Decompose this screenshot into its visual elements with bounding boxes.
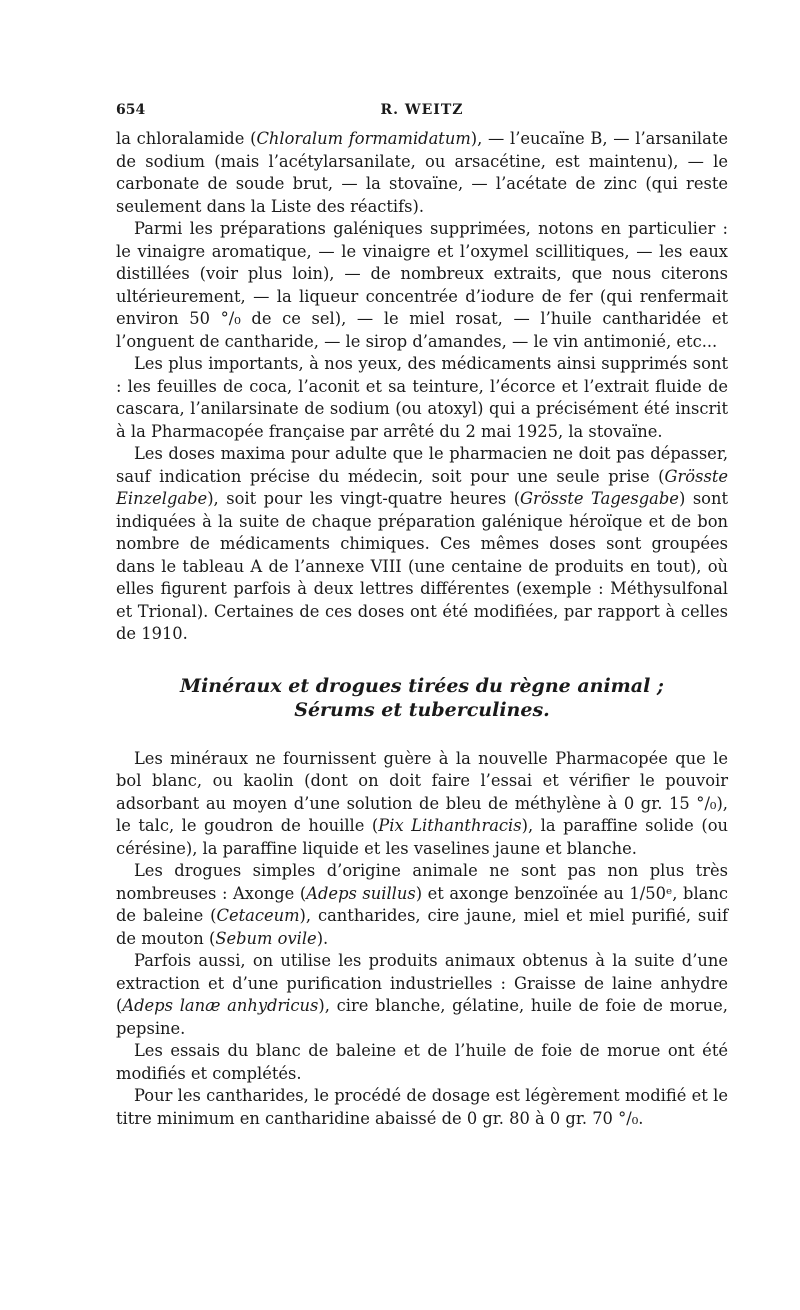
p6-text-e: ), cantharides, cire jaune, miel et miel purifié, suif de mouton ( [116, 906, 728, 948]
paragraph-5 [116, 748, 728, 861]
paragraph-6 [116, 860, 728, 950]
paragraph-7 [116, 950, 728, 1040]
page-body [116, 128, 728, 1130]
p1-text-c: ), — l’eucaïne B, — l’arsanilate de sodium (mais l’acétylarsanilate, ou arsacétine, est maintenu), — le carbonate de soude brut, — la stovaïne, — l’acétate de zinc (qui reste seulement dans la Liste des réactifs). [116, 129, 729, 216]
paragraph-9: Pour les cantharides, le procédé de dosage est légèrement modifié et le titre minimum en cantharidine abaissé de 0 gr. 80 à 0 gr. 70 °/₀. [116, 1086, 728, 1128]
p6-italic-cetaceum: Cetaceum [216, 906, 300, 925]
paragraph-1 [116, 128, 728, 218]
page-number: 654 [116, 102, 146, 118]
p6-italic-sebum: Sebum ovile [215, 928, 317, 948]
p5-text-a: Les minéraux ne fournissent guère à la nouvelle Pharmacopée que le bol blanc, ou kaolin (dont on doit faire l’essai et vérifier le pouvoir adsorbant au moyen d’une solution de bleu de méthylène à 0 gr. 15 °/₀), le talc, le goudron de houille ( [116, 748, 728, 835]
p4-italic-einzelgabe: Grösste Einzelgabe [116, 466, 728, 508]
p1-text-a: la chloralamide ( [116, 129, 257, 148]
p4-text-c: ), soit pour les vingt-quatre heures ( [207, 489, 521, 508]
p4-text-e: ) sont indiquées à la suite de chaque préparation galénique héroïque et de bon nombre de médicaments chimiques. Ces mêmes doses sont groupées dans le tableau A de l’annexe VIII (une centaine de produits en tout), où elles figurent parfois à deux lettres différentes (exemple : Méthysulfonal et Trional). Certaines de ces doses ont été modifiées, par rapport à celles de 1910. [116, 489, 729, 643]
p7-text-a: Parfois aussi, on utilise les produits animaux obtenus à la suite d’une extraction et d’une purification industrielles : Graisse de laine anhydre ( [116, 951, 728, 1015]
paragraph-3: Les plus importants, à nos yeux, des médicaments ainsi supprimés sont : les feuilles de coca, l’aconit et sa teinture, l’écorce et l’extrait fluide de cascara, l’anilarsinate de sodium (ou atoxyl) qui a précisément été inscrit à la Pharmacopée française par arrêté du 2 mai 1925, la stovaïne. [116, 354, 728, 441]
p4-italic-tagesgabe: Grösste Tagesgabe [520, 489, 679, 508]
paragraph-4 [116, 443, 728, 646]
p6-italic-adeps: Adeps suillus [306, 883, 416, 903]
p5-text-c: ), la paraffine solide (ou cérésine), la paraffine liquide et les vaselines jaune et blanche. [116, 816, 728, 858]
section-heading-line-2: Sérums et tuberculines. [294, 698, 550, 721]
paragraph-2: Parmi les préparations galéniques supprimées, notons en particulier : le vinaigre aromatique, — le vinaigre et l’oxymel scillitiques, — les eaux distillées (voir plus loin), — de nombreux extraits, que nous citerons ultérieurement, — la liqueur concentrée d’iodure de fer (qui renfermait environ 50 °/₀ de ce sel), — le miel rosat, — l’huile cantharidée et l’onguent de cantharide, — le sirop d’amandes, — le vin antimonié, etc... [116, 219, 728, 351]
page-header [116, 98, 728, 122]
p4-text-a: Les doses maxima pour adulte que le pharmacien ne doit pas dépasser, sauf indication précise du médecin, soit pour une seule prise ( [116, 444, 728, 486]
paragraph-8: Les essais du blanc de baleine et de l’huile de foie de morue ont été modifiés et complétés. [116, 1041, 728, 1083]
p1-italic-latin: Chloralum formamidatum [256, 129, 471, 148]
p5-italic-latin: Pix Lithanthracis [378, 816, 522, 835]
p6-text-c: ) et axonge benzoïnée au 1/50ᵉ, blanc de baleine ( [116, 883, 728, 925]
section-heading [116, 674, 728, 722]
section-heading-line-1: Minéraux et drogues tirées du règne animal ; [180, 674, 664, 697]
p6-text-a: Les drogues simples d’origine animale ne sont pas non plus très nombreuses : Axonge ( [116, 861, 728, 903]
p7-italic-adeps-lanae: Adeps lanæ anhydricus [122, 996, 319, 1015]
running-head: R. WEITZ [380, 102, 464, 118]
p7-text-c: ), cire blanche, gélatine, huile de foie de morue, pepsine. [116, 996, 728, 1038]
p6-text-g: ). [316, 928, 329, 948]
